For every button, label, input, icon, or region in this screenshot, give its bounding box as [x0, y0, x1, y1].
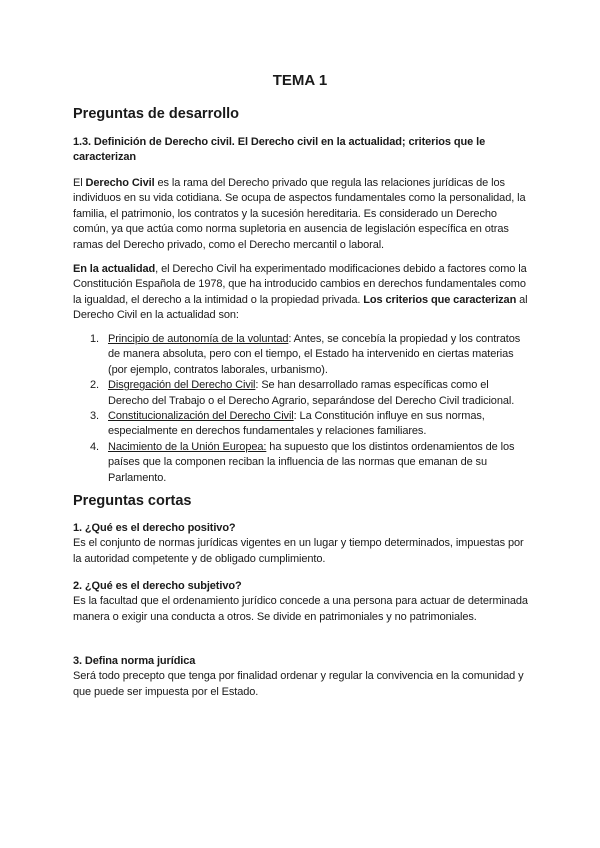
- list-item-label: Constitucionalización del Derecho Civil: [108, 410, 294, 423]
- list-item-text: ha supuesto que los distintos ordenamientos de los países que la componen reciban la influencia de las normas que emanan de su Parlamento.: [108, 440, 515, 484]
- question-block: [73, 654, 531, 700]
- text: es la rama del Derecho privado que regula las relaciones jurídicas de los individuos en su vida cotidiana. Se ocupa de aspectos fundamentales como la personalidad, la familia, el patrimonio, los contratos y la sucesión hereditaria. Es considerado un Derecho común, ya que actúa como norma supletoria en ausencia de legislación específica en otras ramas del Derecho privado, como el Derecho mercantil o laboral.: [73, 177, 526, 251]
- list-item-label: Principio de autonomía de la voluntad: [108, 333, 289, 345]
- bold-text: En la actualidad: [73, 263, 156, 275]
- list-item: [73, 378, 531, 409]
- text: El: [73, 177, 86, 189]
- list-number: 2.: [90, 379, 99, 392]
- paragraph-definition: [73, 176, 531, 253]
- section-heading-cortas: Preguntas cortas: [73, 493, 192, 509]
- question-block: [73, 579, 531, 625]
- list-item-text: : Se han desarrollado ramas específicas como el Derecho del Trabajo o el Derecho Agrario, separándose del Derecho Civil tradicional.: [108, 379, 515, 407]
- question-answer: Es el conjunto de normas jurídicas vigentes en un lugar y tiempo determinados, impuestas por la autoridad competente y de obligado cumplimiento.: [73, 537, 524, 565]
- list-item-label: Disgregación del Derecho Civil: [108, 379, 256, 392]
- bold-text: Derecho Civil: [85, 177, 155, 189]
- list-item: [73, 409, 531, 440]
- question-block: [73, 521, 531, 567]
- criteria-list: [73, 332, 531, 486]
- list-item-label: Nacimiento de la Unión Europea:: [108, 440, 267, 453]
- bold-text: Los criterios que caracterizan: [363, 293, 517, 306]
- document-title: TEMA 1: [272, 72, 328, 89]
- list-number: 4.: [90, 440, 99, 453]
- list-number: 3.: [90, 410, 99, 423]
- question-answer: Será todo precepto que tenga por finalidad ordenar y regular la convivencia en la comunidad y que puede ser impuesta por el Estado.: [73, 670, 524, 698]
- text: , el Derecho Civil ha experimentado modificaciones debido a factores como la Constitución Española de 1978, que ha introducido cambios en derechos fundamentales como la igualdad, el derecho a la intimidad o la propiedad privada.: [73, 263, 527, 306]
- question-title: 1. ¿Qué es el derecho positivo?: [73, 522, 236, 534]
- question-title: 3. Defina norma jurídica: [73, 655, 196, 667]
- subheading: 1.3. Definición de Derecho civil. El Derecho civil en la actualidad; criterios que le caracterizan: [73, 136, 486, 164]
- paragraph-actualidad: [73, 262, 531, 324]
- text: al Derecho Civil en la actualidad son:: [73, 293, 528, 322]
- list-item-text: : La Constitución influye en sus normas, especialmente en derechos fundamentales y relaciones familiares.: [108, 410, 485, 438]
- list-item: [73, 440, 531, 486]
- list-item: [73, 332, 531, 378]
- question-answer: Es la facultad que el ordenamiento jurídico concede a una persona para actuar de determinada manera o exigir una conducta a otros. Se divide en patrimoniales y no patrimoniales.: [73, 595, 528, 623]
- list-number: 1.: [90, 333, 99, 345]
- section-heading-desarrollo: Preguntas de desarrollo: [73, 106, 239, 122]
- question-title: 2. ¿Qué es el derecho subjetivo?: [73, 580, 242, 592]
- list-item-text: : Antes, se concebía la propiedad y los contratos de manera absoluta, pero con el tiempo, el Estado ha intervenido en ciertas materias (por ejemplo, contratos laborales, urbanismo).: [108, 333, 521, 376]
